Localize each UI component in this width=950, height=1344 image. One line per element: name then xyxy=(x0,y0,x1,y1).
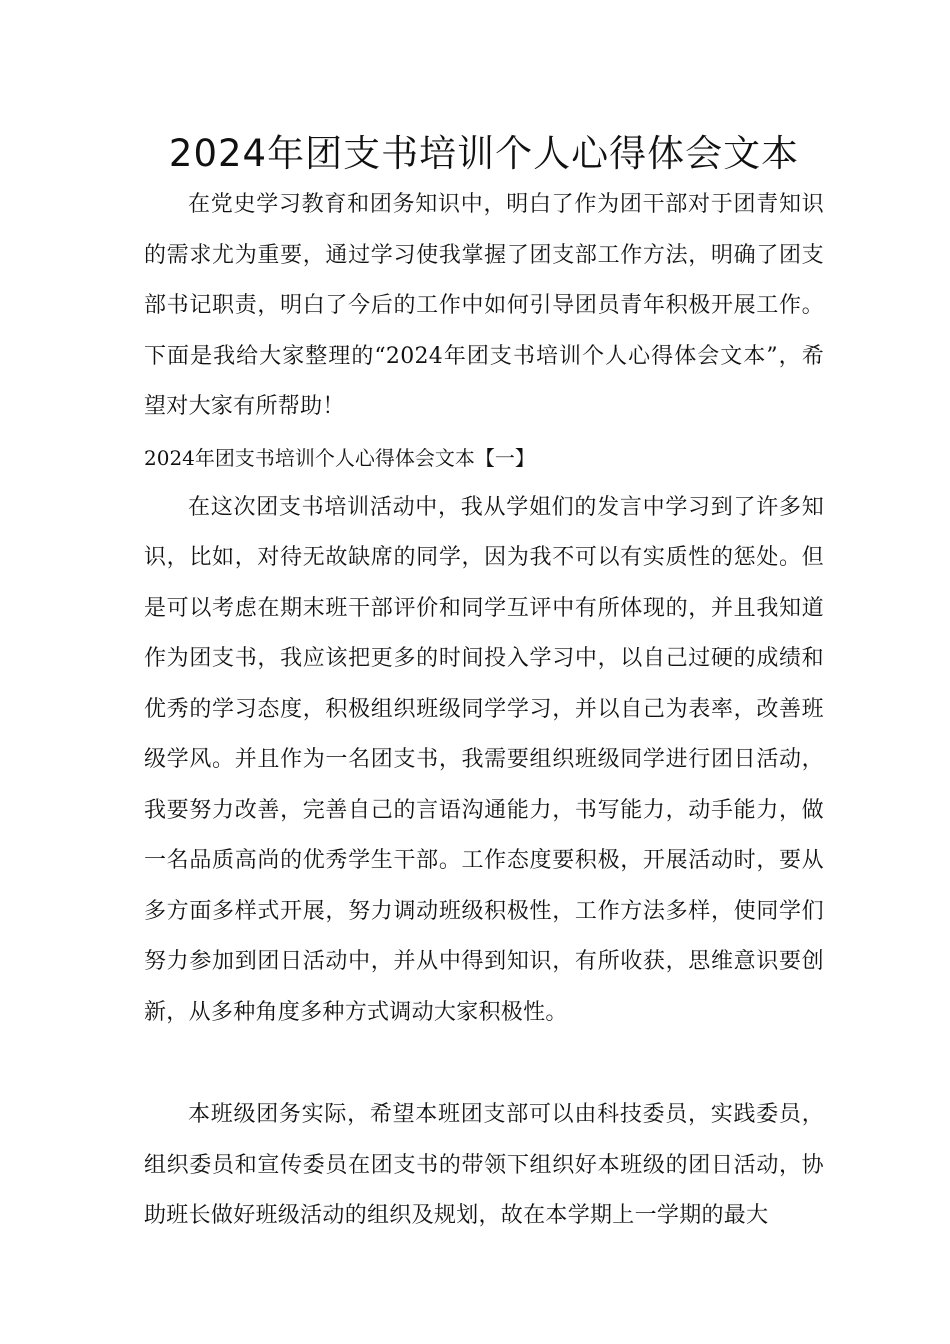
section-heading: 2024年团支书培训个人心得体会文本【一】 xyxy=(144,445,535,470)
body-paragraph: 在这次团支书培训活动中，我从学姐们的发言中学习到了许多知识，比如，对待无故缺席的同学，因为我不可以有实质性的惩处。但是可以考虑在期末班干部评价和同学互评中有所体现的，并且我知道作为团支书，我应该把更多的时间投入学习中，以自己过硬的成绩和优秀的学习态度，积极组织班级同学学习，并以自己为表率，改善班级学风。并且作为一名团支书，我需要组织班级同学进行团日活动，我要努力改善，完善自己的言语沟通能力，书写能力，动手能力，做一名品质高尚的优秀学生干部。工作态度要积极，开展活动时，要从多方面多样式开展，努力调动班级积极性，工作方法多样，使同学们努力参加到团日活动中，并从中得到知识，有所收获，思维意识要创新，从多种角度多种方式调动大家积极性。 xyxy=(144,494,824,1025)
document-title: 2024年团支书培训个人心得体会文本 xyxy=(168,132,800,175)
body-paragraph: 本班级团务实际，希望本班团支部可以由科技委员，实践委员，组织委员和宣传委员在团支书的带领下组织好本班级的团日活动，协助班长做好班级活动的组织及规划，故在本学期上一学期的最大 xyxy=(144,1102,824,1228)
intro-paragraph: 在党史学习教育和团务知识中，明白了作为团干部对于团青知识的需求尤为重要，通过学习使我掌握了团支部工作方法，明确了团支部书记职责，明白了今后的工作中如何引导团员青年积极开展工作。下面是我给大家整理的“2024年团支书培训个人心得体会文本”，希望对大家有所帮助！ xyxy=(144,192,824,419)
paragraph-gap xyxy=(144,1038,824,1090)
